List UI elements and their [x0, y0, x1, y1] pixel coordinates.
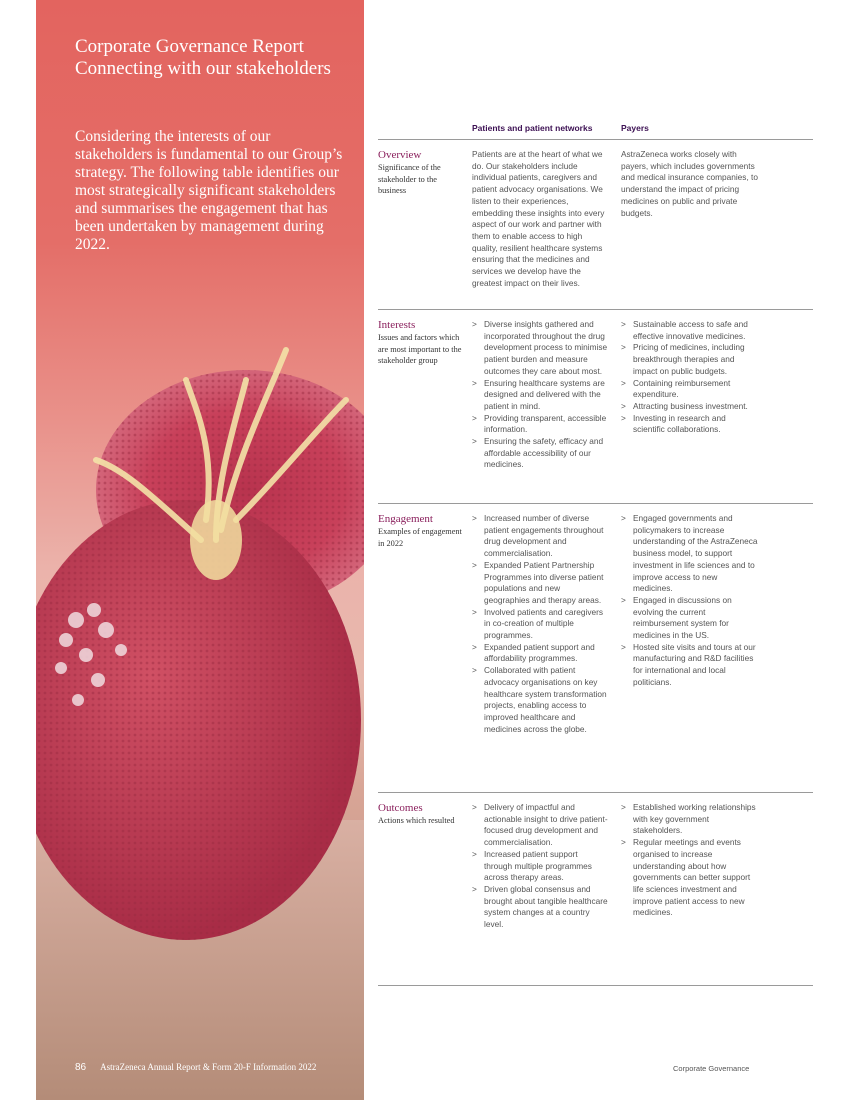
- list-item: > Containing reimbursement expenditure.: [621, 378, 759, 401]
- table-row-interests: [378, 310, 813, 504]
- list-item: > Regular meetings and events organised to increase understanding about how governments can better support life sciences investment and improve patient access to new medicines.: [621, 837, 759, 919]
- column-header-patients: Patients and patient networks: [472, 123, 593, 133]
- row-subtitle: Issues and factors which are most important to the stakeholder group: [378, 333, 462, 366]
- list-item: > Engaged in discussions on evolving the current reimbursement system for medicines in the US.: [621, 595, 759, 642]
- row-subtitle: Actions which resulted: [378, 816, 455, 825]
- bullet-list: [472, 802, 608, 931]
- list-item: > Attracting business investment.: [621, 401, 759, 413]
- row-title: Overview: [378, 149, 422, 161]
- table-header: [378, 120, 813, 140]
- table-row-engagement: [378, 504, 813, 793]
- row-subtitle: Examples of engagement in 2022: [378, 527, 462, 548]
- list-item: > Engaged governments and policymakers to increase understanding of the AstraZeneca business model, to support investment in life sciences and to improve access to new medicines.: [621, 513, 759, 595]
- page-number: 86: [75, 1062, 87, 1073]
- stakeholder-table: [378, 120, 813, 986]
- list-item: > Involved patients and caregivers in co-creation of multiple programmes.: [472, 607, 608, 642]
- list-item: > Collaborated with patient advocacy organisations on key healthcare system transformation projects, enabling access to improved healthcare and medicines across the globe.: [472, 665, 608, 735]
- cell-patients: [472, 319, 608, 471]
- cell-patients: [472, 513, 608, 735]
- cell-patients: [472, 149, 608, 289]
- cell-patients: [472, 802, 608, 931]
- cell-payers: [621, 319, 759, 436]
- bullet-list: [621, 802, 759, 919]
- list-item: > Providing transparent, accessible information.: [472, 413, 608, 436]
- intro-paragraph: Considering the interests of our stakeholders is fundamental to our Group’s strategy. The following table identifies our most strategically significant stakeholders and summarises the engagement that has been undertaken by management during 2022.: [75, 128, 343, 253]
- cell-text: AstraZeneca works closely with payers, which includes governments and medical insurance companies, to understand the impact of pricing medicines on public and private budgets.: [621, 149, 758, 218]
- list-item: > Expanded patient support and affordability programmes.: [472, 642, 608, 665]
- column-header-payers: Payers: [621, 123, 649, 133]
- cell-payers: [621, 802, 759, 919]
- row-header: [378, 319, 464, 367]
- list-item: > Ensuring the safety, efficacy and affordable accessibility of our medicines.: [472, 436, 608, 471]
- page-title-line2: Connecting with our stakeholders: [75, 58, 331, 79]
- row-title: Engagement: [378, 513, 433, 525]
- list-item: > Diverse insights gathered and incorporated throughout the drug development process to minimise patient burden and measure outcomes they care about most.: [472, 319, 608, 378]
- list-item: > Delivery of impactful and actionable insight to drive patient-focused drug development and commercialisation.: [472, 802, 608, 849]
- list-item: > Increased number of diverse patient engagements throughout drug development and commercialisation.: [472, 513, 608, 560]
- section-footer: Corporate Governance: [673, 1064, 750, 1073]
- row-title: Outcomes: [378, 802, 423, 814]
- page-title-line1: Corporate Governance Report: [75, 36, 304, 57]
- cover-image-panel: [36, 0, 364, 1100]
- list-item: > Sustainable access to safe and effective innovative medicines.: [621, 319, 759, 342]
- row-header: [378, 513, 464, 549]
- cell-payers: [621, 149, 759, 219]
- cell-text: Patients are at the heart of what we do. Our stakeholders include individual patients, caregivers and patient advocacy organisations. We listen to their experiences, embedding these insights into every aspect of our work and partner with them to enable access to high quality, resilient healthcare systems ensuring that the medicines and services we develop have the greatest impact on their lives.: [472, 149, 605, 288]
- row-subtitle: Significance of the stakeholder to the business: [378, 163, 441, 196]
- bullet-list: [472, 513, 608, 735]
- list-item: > Pricing of medicines, including breakthrough therapies and impact on public budgets.: [621, 342, 759, 377]
- cell-payers: [621, 513, 759, 689]
- row-header: [378, 149, 464, 197]
- table-row-outcomes: [378, 793, 813, 986]
- list-item: > Investing in research and scientific collaborations.: [621, 413, 759, 436]
- list-item: > Increased patient support through multiple programmes across therapy areas.: [472, 849, 608, 884]
- list-item: > Hosted site visits and tours at our manufacturing and R&D facilities for international and local politicians.: [621, 642, 759, 689]
- bullet-list: [621, 319, 759, 436]
- list-item: > Ensuring healthcare systems are designed and delivered with the patient in mind.: [472, 378, 608, 413]
- page-title: [75, 36, 364, 80]
- bullet-list: [472, 319, 608, 471]
- table-row-overview: [378, 140, 813, 310]
- list-item: > Expanded Patient Partnership Programmes into diverse patient populations and new geographies and therapy areas.: [472, 560, 608, 607]
- list-item: > Established working relationships with key government stakeholders.: [621, 802, 759, 837]
- report-name: AstraZeneca Annual Report & Form 20-F Information 2022: [100, 1062, 317, 1072]
- row-title: Interests: [378, 319, 416, 331]
- list-item: > Driven global consensus and brought about tangible healthcare system changes at a country level.: [472, 884, 608, 931]
- row-header: [378, 802, 464, 827]
- footer-left: [75, 1062, 316, 1073]
- bullet-list: [621, 513, 759, 689]
